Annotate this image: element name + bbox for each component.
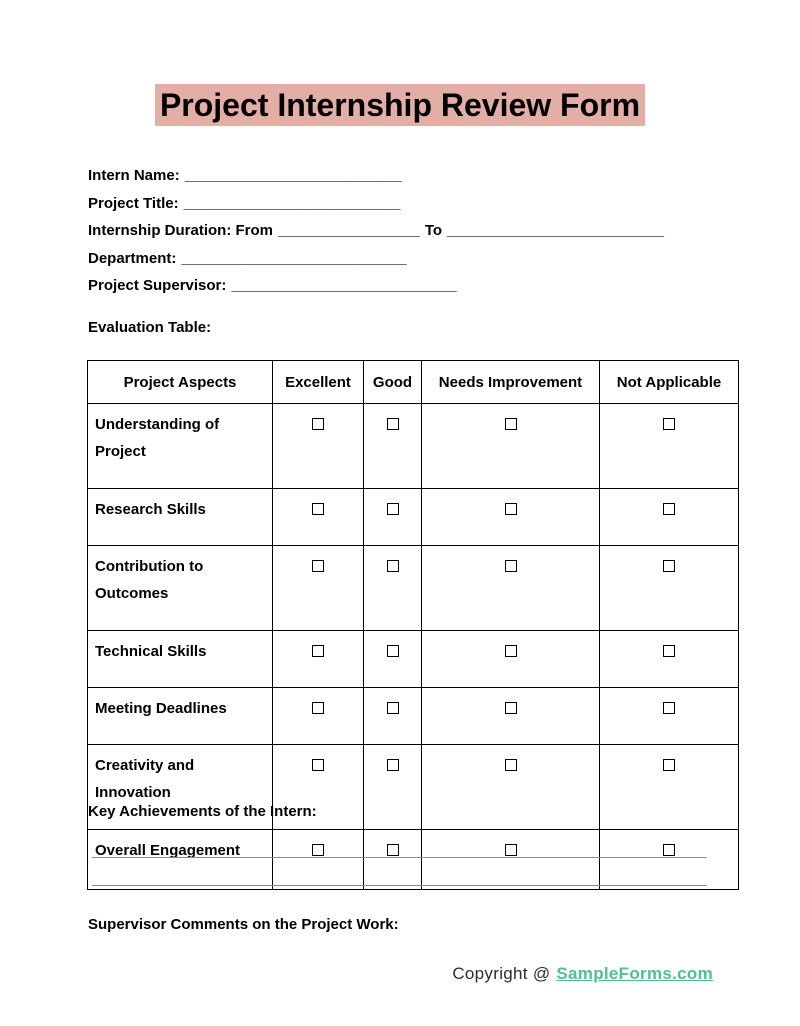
checkbox-cell [600,631,739,688]
project-title-blank[interactable]: __________________________ [183,194,401,212]
table-row [88,830,739,890]
department-blank[interactable]: ___________________________ [181,249,407,267]
field-project-title [88,190,664,218]
checkbox-cell [422,489,600,546]
key-achievements-label: Key Achievements of the Intern: [88,803,317,820]
checkbox-cell [273,830,364,890]
project-supervisor-blank[interactable]: ___________________________ [231,277,457,295]
field-internship-duration [88,217,664,245]
checkbox-icon[interactable] [312,844,324,856]
checkbox-cell [364,745,422,830]
checkbox-cell [600,688,739,745]
checkbox-icon[interactable] [387,702,399,714]
checkbox-cell [422,688,600,745]
checkbox-icon[interactable] [312,759,324,771]
checkbox-cell [364,830,422,890]
checkbox-cell [364,688,422,745]
checkbox-icon[interactable] [505,560,517,572]
checkbox-cell [600,489,739,546]
checkbox-cell [273,546,364,631]
header-fields [88,162,664,300]
evaluation-table-label: Evaluation Table: [88,319,212,336]
aspect-cell: Research Skills [88,489,273,546]
duration-to-label: To [424,222,443,240]
checkbox-cell [364,404,422,489]
checkbox-icon[interactable] [312,560,324,572]
checkbox-icon[interactable] [663,503,675,515]
checkbox-cell [273,489,364,546]
table-row [88,688,739,745]
col-needs-improvement: Needs Improvement [422,361,600,404]
table-header-row [88,361,739,404]
aspect-cell: Meeting Deadlines [88,688,273,745]
checkbox-icon[interactable] [505,844,517,856]
checkbox-icon[interactable] [387,759,399,771]
field-department [88,245,664,273]
checkbox-cell [422,546,600,631]
sampleforms-link[interactable]: SampleForms.com [556,964,713,983]
checkbox-icon[interactable] [312,503,324,515]
page-title: Project Internship Review Form [155,84,645,126]
project-title-label: Project Title: [88,194,179,212]
checkbox-icon[interactable] [387,418,399,430]
checkbox-cell [273,404,364,489]
aspect-cell: Contribution to Outcomes [88,546,273,631]
checkbox-icon[interactable] [663,702,675,714]
checkbox-icon[interactable] [312,702,324,714]
checkbox-icon[interactable] [663,844,675,856]
checkbox-icon[interactable] [312,418,324,430]
writing-line[interactable] [92,885,707,886]
checkbox-icon[interactable] [387,560,399,572]
table-row [88,489,739,546]
table-row [88,631,739,688]
checkbox-cell [422,745,600,830]
table-row [88,404,739,489]
aspect-cell: Overall Engagement [88,830,273,890]
department-label: Department: [88,249,177,267]
checkbox-icon[interactable] [312,645,324,657]
checkbox-cell [600,830,739,890]
col-good: Good [364,361,422,404]
checkbox-cell [273,688,364,745]
intern-name-label: Intern Name: [88,167,180,184]
checkbox-icon[interactable] [387,503,399,515]
checkbox-cell [600,546,739,631]
aspect-cell: Creativity and Innovation [88,745,273,830]
checkbox-icon[interactable] [505,759,517,771]
field-project-supervisor [88,272,664,300]
aspect-cell: Technical Skills [88,631,273,688]
field-intern-name [88,162,664,190]
checkbox-cell [273,631,364,688]
col-not-applicable: Not Applicable [600,361,739,404]
checkbox-cell [600,404,739,489]
table-row [88,546,739,631]
checkbox-cell [364,546,422,631]
duration-to-blank[interactable]: __________________________ [447,222,664,240]
checkbox-icon[interactable] [505,503,517,515]
checkbox-cell [422,404,600,489]
checkbox-icon[interactable] [505,702,517,714]
aspect-cell: Understanding of Project [88,404,273,489]
checkbox-cell [364,489,422,546]
copyright-text: Copyright @ [452,964,551,983]
checkbox-icon[interactable] [505,418,517,430]
col-excellent: Excellent [273,361,364,404]
checkbox-icon[interactable] [663,759,675,771]
col-project-aspects: Project Aspects [88,361,273,404]
intern-name-blank[interactable]: __________________________ [184,167,402,184]
checkbox-icon[interactable] [505,645,517,657]
checkbox-cell [422,631,600,688]
checkbox-icon[interactable] [663,560,675,572]
footer [0,962,713,985]
checkbox-icon[interactable] [387,844,399,856]
supervisor-comments-label: Supervisor Comments on the Project Work: [88,916,399,933]
checkbox-icon[interactable] [663,418,675,430]
writing-line[interactable] [92,857,707,858]
duration-from-blank[interactable]: _________________ [278,222,420,240]
title-row [0,84,800,126]
checkbox-icon[interactable] [387,645,399,657]
checkbox-icon[interactable] [663,645,675,657]
project-supervisor-label: Project Supervisor: [88,277,227,295]
checkbox-cell [600,745,739,830]
checkbox-cell [422,830,600,890]
duration-from-label: Internship Duration: From [88,222,273,240]
checkbox-cell [364,631,422,688]
